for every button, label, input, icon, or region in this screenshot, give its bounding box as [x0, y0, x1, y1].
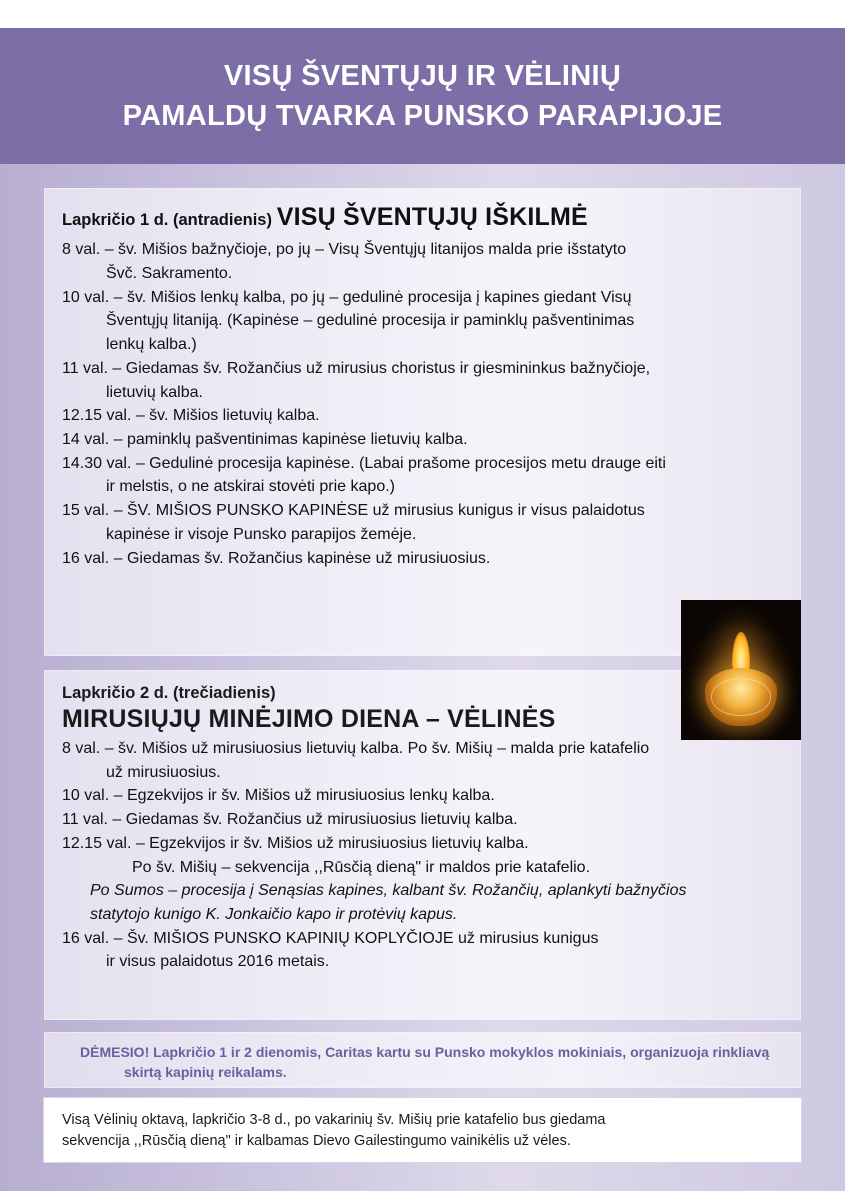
entry-text: Giedamas šv. Rožančius už mirusius choristus ir giesmininkus bažnyčioje, — [125, 359, 651, 377]
schedule-entry-cont: už mirusiuosius. — [106, 763, 221, 781]
entry-text: Giedamas šv. Rožančius kapinėse už mirusiuosius. — [126, 549, 491, 567]
schedule-entry — [62, 453, 783, 476]
notice-card — [44, 1032, 801, 1088]
entry-time: 14 val. – — [62, 431, 127, 448]
footer-text — [62, 1110, 783, 1152]
entry-time: 15 val. – — [62, 502, 127, 520]
schedule-entry-cont: Po šv. Mišių – sekvencija ,,Rūsčią dieną" ir maldos prie katafelio. — [132, 858, 591, 876]
entry-text: šv. Mišios už mirusiuosius lietuvių kalba. Po šv. Mišių – malda prie katafelio — [118, 740, 650, 757]
entry-text: Egzekvijos ir šv. Mišios už mirusiuosius lenkų kalba. — [126, 787, 495, 805]
day-2-title: MIRUSIŲJŲ MINĖJIMO DIENA – VĖLINĖS — [62, 705, 556, 733]
entry-text: Gedulinė procesija kapinėse. (Labai prašome procesijos metu drauge eiti — [149, 454, 666, 472]
schedule-note-italic: statytojo kunigo K. Jonkaičio kapo ir protėvių kapus. — [90, 906, 458, 924]
schedule-entry-cont: Šventųjų litaniją. (Kapinėse – gedulinė procesija ir paminklų pašventinimas — [106, 312, 635, 330]
entry-time: 8 val. – — [62, 740, 119, 757]
entry-time: 8 val. – — [62, 241, 119, 259]
schedule-entry — [62, 358, 783, 381]
entry-time: 16 val. – — [62, 549, 127, 567]
schedule-entry — [62, 500, 783, 523]
entry-text: šv. Mišios lenkų kalba, po jų – gedulinė procesija į kapines giedant Visų — [126, 288, 632, 306]
candle-photo — [681, 600, 801, 740]
day-1-title: VISŲ ŠVENTŲJŲ IŠKILMĖ — [276, 203, 588, 231]
header-title — [123, 56, 723, 136]
day-1-heading — [62, 202, 783, 233]
schedule-entry — [62, 548, 783, 571]
footer-card — [44, 1098, 801, 1162]
entry-text: paminklų pašventinimas kapinėse lietuvių kalba. — [126, 431, 468, 448]
schedule-entry-cont: kapinėse ir visoje Punsko parapijos žemėje. — [106, 525, 417, 543]
entry-text: Giedamas šv. Rožančius už mirusiuosius lietuvių kalba. — [125, 811, 518, 829]
schedule-entry — [62, 239, 783, 262]
schedule-entry — [62, 429, 783, 452]
footer-line-2: sekvencija ,,Rūsčią dieną" ir kalbamas Dievo Gailestingumo vainikėlis už vėles. — [62, 1133, 571, 1150]
entry-time: 12.15 val. – — [62, 834, 150, 852]
schedule-entry — [62, 405, 783, 428]
notice-label: DĖMESIO! — [80, 1044, 150, 1060]
day-2-heading — [62, 684, 783, 734]
notice-text — [62, 1042, 783, 1083]
entry-text: šv. Mišios bažnyčioje, po jų – Visų Šventųjų litanijos malda prie išstatyto — [118, 241, 627, 259]
entry-time: 10 val. – — [62, 787, 127, 805]
entry-text: Šv. MIŠIOS PUNSKO KAPINIŲ KOPLYČIOJE už mirusius kunigus — [126, 929, 599, 947]
schedule-entry-cont: lietuvių kalba. — [106, 383, 203, 401]
schedule-entry-cont: Švč. Sakramento. — [106, 264, 233, 282]
schedule-entry — [62, 833, 783, 856]
entry-time: 12.15 val. – — [62, 407, 150, 425]
entry-text: Egzekvijos ir šv. Mišios už mirusiuosius lietuvių kalba. — [149, 834, 529, 852]
notice-line-2: skirtą kapinių reikalams. — [124, 1064, 287, 1081]
schedule-entry — [62, 785, 783, 808]
schedule-note-italic: Po Sumos – procesija į Senąsias kapines, kalbant šv. Rožančių, aplankyti bažnyčios — [90, 882, 687, 900]
entry-time: 10 val. – — [62, 288, 127, 306]
schedule-entry-cont: ir visus palaidotus 2016 metais. — [106, 953, 330, 971]
schedule-card-day-1 — [44, 188, 801, 656]
header-title-line-2: PAMALDŲ TVARKA PUNSKO PARAPIJOJE — [122, 100, 723, 132]
footer-line-1: Visą Vėlinių oktavą, lapkričio 3-8 d., po vakarinių šv. Mišių prie katafelio bus giedama — [62, 1112, 606, 1128]
notice-line-1: Lapkričio 1 ir 2 dienomis, Caritas kartu su Punsko mokyklos mokiniais, organizuoja rinkliavą — [149, 1044, 770, 1060]
entry-time: 16 val. – — [62, 929, 127, 947]
entry-time: 11 val. – — [62, 811, 126, 829]
schedule-entry — [62, 738, 783, 761]
header-banner — [0, 28, 845, 164]
day-2-date: Lapkričio 2 d. (trečiadienis) — [62, 684, 276, 702]
schedule-entry-cont: lenkų kalba.) — [106, 336, 197, 354]
entry-text: ŠV. MIŠIOS PUNSKO KAPINĖSE už mirusius kunigus ir visus palaidotus — [126, 502, 645, 520]
schedule-entry — [62, 809, 783, 832]
entry-text: šv. Mišios lietuvių kalba. — [149, 407, 320, 425]
schedule-entry — [62, 287, 783, 310]
candle-glass-icon — [705, 668, 777, 726]
entry-time: 11 val. – — [62, 359, 126, 377]
schedule-entry — [62, 928, 783, 951]
entry-time: 14.30 val. – — [62, 454, 150, 472]
schedule-entry-cont: ir melstis, o ne atskirai stovėti prie kapo.) — [106, 478, 395, 496]
day-1-date: Lapkričio 1 d. (antradienis) — [62, 211, 272, 229]
header-title-line-1: VISŲ ŠVENTŲJŲ IR VĖLINIŲ — [223, 59, 622, 92]
